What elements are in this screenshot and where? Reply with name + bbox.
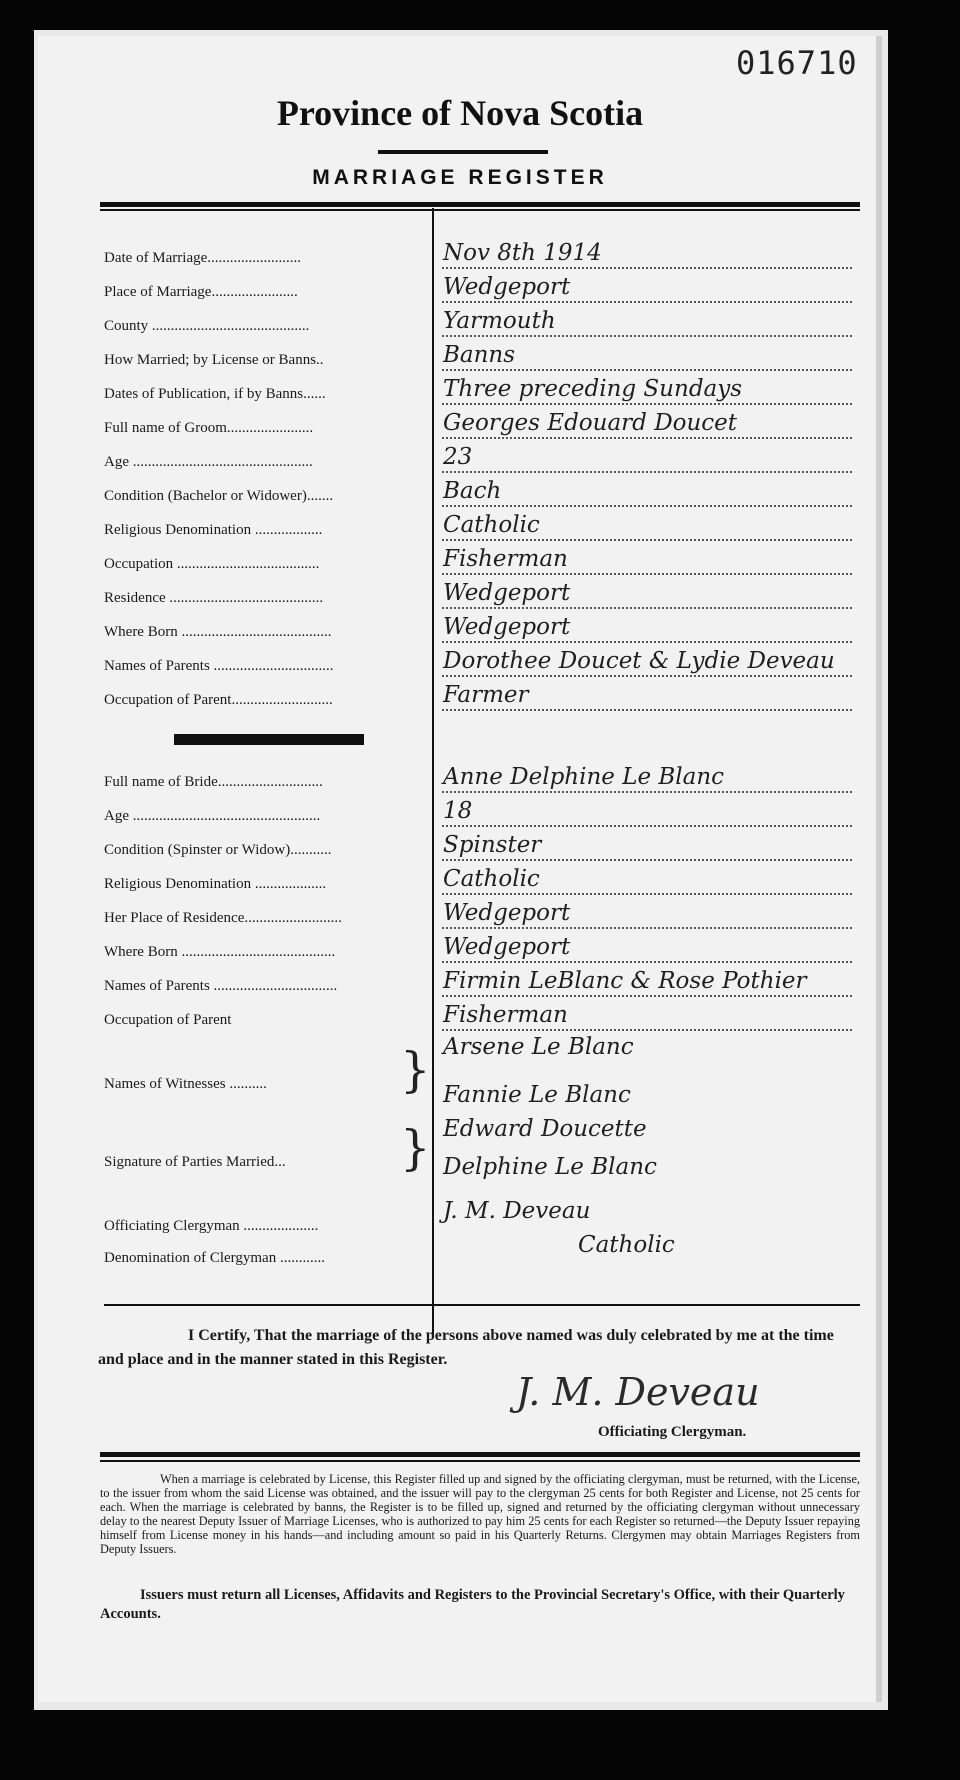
field-dotted-line [442,402,852,405]
field-dotted-line [442,334,852,337]
field-value: Bach [443,478,502,504]
field-value: Wedgeport [443,934,571,960]
signature-caption: Officiating Clergyman. [598,1424,747,1440]
field-value: Farmer [443,682,529,708]
field-dotted-line [442,926,852,929]
witness-2-value: Fannie Le Blanc [443,1082,631,1108]
field-value: Wedgeport [443,900,571,926]
field-value: Wedgeport [443,580,571,606]
field-label: Age ................................................ [104,454,313,470]
field-label: Condition (Bachelor or Widower)....... [104,488,334,504]
signature-1-value: Edward Doucette [443,1116,647,1142]
field-dotted-line [442,538,852,541]
field-dotted-line [442,892,852,895]
field-value: Anne Delphine Le Blanc [443,764,725,790]
field-dotted-line [442,674,852,677]
certification-rule [104,1304,860,1306]
signatures-label: Signature of Parties Married... [104,1154,286,1170]
field-label: Names of Parents ................................ [104,658,334,674]
field-label: Occupation of Parent [104,1012,232,1028]
footer-rule-thick [100,1452,860,1457]
field-dotted-line [442,994,852,997]
serial-number: 016710 [736,44,858,82]
field-value: 23 [443,444,473,470]
field-label: Full name of Bride............................ [104,774,323,790]
field-value: Dorothee Doucet & Lydie Deveau [443,648,835,674]
certification-text: I Certify, That the marriage of the persons above named was duly celebrated by me at the time and place and in the manner stated in this Register. [98,1327,834,1368]
field-label: How Married; by License or Banns.. [104,352,324,368]
field-value: Spinster [443,832,542,858]
license-instructions: When a marriage is celebrated by License, this Register filled up and signed by the officiating clergyman, must be returned, with the License, to the issuer from whom the said License was obtained, and the issuer will pay to the clergyman 25 cents for both Register and License, not 25 cents for each. When the marriage is celebrated by banns, the Register is to be filled up, signed and returned by the officiating clergyman without unnecessary delay to the nearest Deputy Issuer of Marriage Licenses, who is authorized to pay him 25 cents for each Register so returned—the Deputy Issuer repaying himself from License money in his hands—and including amount so paid in his Quarterly Returns. Clergymen may obtain Marriages Registers from Deputy Issuers. [100,1472,860,1556]
field-value: Catholic [443,512,540,538]
field-dotted-line [442,824,852,827]
field-label: Dates of Publication, if by Banns...... [104,386,326,402]
field-dotted-line [442,790,852,793]
field-value: Catholic [443,866,540,892]
field-dotted-line [442,960,852,963]
form-subtitle: MARRIAGE REGISTER [312,166,608,189]
field-dotted-line [442,640,852,643]
field-label: Religious Denomination .................. [104,522,323,538]
field-label: Date of Marriage......................... [104,250,302,266]
column-divider [432,208,434,1336]
signature-2-value: Delphine Le Blanc [443,1154,657,1180]
field-value: Wedgeport [443,614,571,640]
title-divider [378,150,548,154]
field-dotted-line [442,504,852,507]
field-value: 18 [443,798,473,824]
field-label: Occupation of Parent........................... [104,692,333,708]
field-dotted-line [442,606,852,609]
field-dotted-line [442,572,852,575]
field-label: Residence ......................................... [104,590,324,606]
officiating-clergyman-label: Officiating Clergyman .................... [104,1218,319,1234]
field-value: Fisherman [443,546,568,572]
field-value: Banns [443,342,516,368]
field-dotted-line [442,300,852,303]
field-dotted-line [442,708,852,711]
field-label: Names of Parents ................................. [104,978,338,994]
witness-1-value: Arsene Le Blanc [443,1034,634,1060]
field-value: Nov 8th 1914 [443,240,602,266]
section-separator-bar [174,734,364,745]
field-label: Full name of Groom....................... [104,420,314,436]
field-dotted-line [442,368,852,371]
field-value: Firmin LeBlanc & Rose Pothier [443,968,807,994]
page-title: Province of Nova Scotia [276,93,644,133]
field-value: Three preceding Sundays [443,376,743,402]
clergy-denomination-label: Denomination of Clergyman ............ [104,1250,325,1266]
field-dotted-line [442,266,852,269]
field-dotted-line [442,470,852,473]
clergy-denomination-value: Catholic [578,1232,675,1258]
field-label: Her Place of Residence.......................... [104,910,342,926]
field-value: Wedgeport [443,274,571,300]
field-dotted-line [442,1028,852,1031]
field-value: Fisherman [443,1002,568,1028]
field-label: Place of Marriage....................... [104,284,298,300]
witnesses-label: Names of Witnesses .......... [104,1076,267,1092]
field-dotted-line [442,858,852,861]
issuers-notice: Issuers must return all Licenses, Affidavits and Registers to the Provincial Secretary's Office, with their Quarterly Accounts. [100,1587,845,1622]
officiating-clergyman-value: J. M. Deveau [443,1198,591,1224]
field-value: Yarmouth [443,308,556,334]
field-label: Religious Denomination ................... [104,876,327,892]
clergyman-signature: J. M. Deveau [516,1370,760,1414]
header-rule-thin [100,209,860,211]
field-dotted-line [442,436,852,439]
footer-rule-thin [100,1460,860,1462]
field-label: Occupation ...................................... [104,556,320,572]
field-value: Georges Edouard Doucet [443,410,738,436]
field-label: Where Born ......................................... [104,944,336,960]
field-label: Condition (Spinster or Widow)........... [104,842,332,858]
field-label: County .......................................... [104,318,310,334]
signatures-brace: } [400,1120,431,1176]
field-label: Age .................................................. [104,808,321,824]
field-label: Where Born ........................................ [104,624,332,640]
marriage-register-form [38,36,882,1702]
witnesses-brace: } [400,1042,431,1098]
header-rule-thick [100,202,860,207]
